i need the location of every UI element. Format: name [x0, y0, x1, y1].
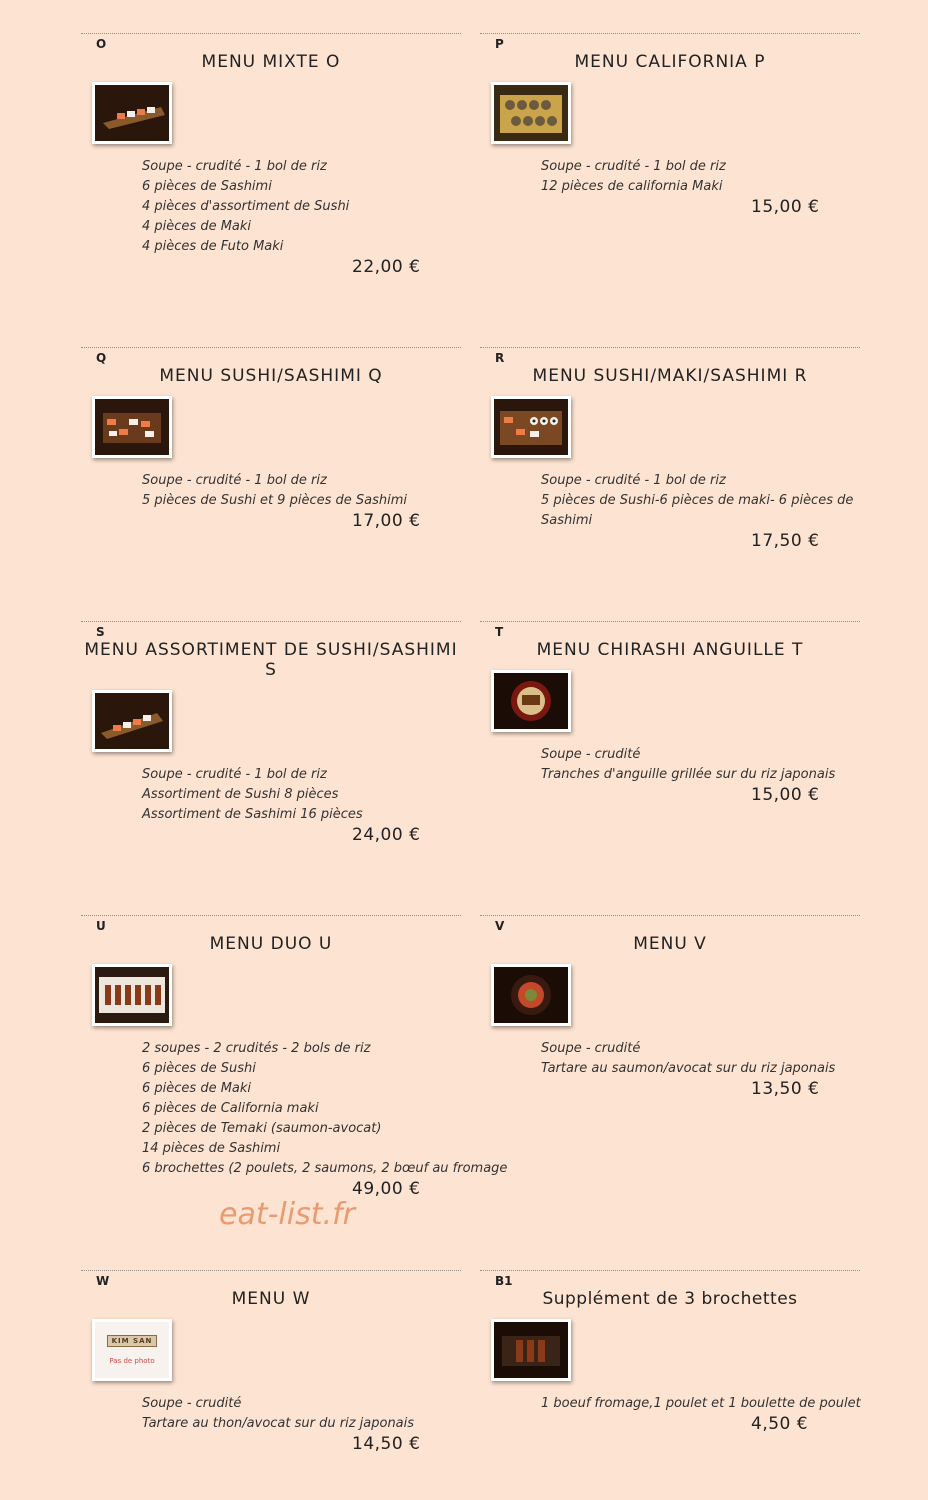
item-code: P — [495, 37, 504, 51]
chirashi-bowl-image — [494, 673, 568, 729]
item-price: 17,50 € — [751, 531, 820, 551]
menu-item-t — [480, 621, 860, 805]
three-brochettes-image — [494, 1322, 568, 1378]
no-photo-placeholder[interactable] — [92, 1319, 172, 1381]
item-title: MENU CHIRASHI ANGUILLE T — [536, 640, 804, 660]
item-code: R — [495, 351, 505, 365]
item-price: 17,00 € — [352, 511, 421, 531]
item-description: Soupe - crudité - 1 bol de riz 5 pièces de Sushi et 9 pièces de Sashimi — [142, 473, 407, 508]
dish-photo[interactable] — [92, 690, 172, 752]
brochettes-image — [95, 967, 169, 1023]
item-title: Supplément de 3 brochettes — [542, 1289, 798, 1309]
item-title: MENU V — [633, 934, 707, 954]
item-code: W — [96, 1274, 110, 1288]
divider — [81, 347, 461, 348]
item-description: Soupe - crudité Tranches d'anguille grillée sur du riz japonais — [541, 747, 836, 782]
item-description: 1 boeuf fromage,1 poulet et 1 boulette de poulet — [541, 1396, 861, 1411]
item-description: Soupe - crudité - 1 bol de riz 12 pièces de california Maki — [541, 159, 726, 194]
dish-photo[interactable] — [92, 396, 172, 458]
item-code: B1 — [495, 1274, 513, 1288]
dish-photo[interactable] — [92, 964, 172, 1026]
dish-photo[interactable] — [491, 396, 571, 458]
menu-item-r — [480, 347, 860, 551]
divider — [81, 33, 461, 34]
item-title: MENU W — [231, 1289, 311, 1309]
item-price: 14,50 € — [352, 1434, 421, 1454]
item-price: 22,00 € — [352, 257, 421, 277]
dish-photo[interactable] — [92, 82, 172, 144]
item-code: Q — [96, 351, 107, 365]
divider — [81, 1270, 461, 1271]
divider — [81, 915, 461, 916]
item-price: 49,00 € — [352, 1179, 421, 1199]
item-title: MENU CALIFORNIA P — [574, 52, 766, 72]
dish-photo[interactable] — [491, 82, 571, 144]
item-description: Soupe - crudité - 1 bol de riz 5 pièces de Sushi-6 pièces de maki- 6 pièces de Sashimi — [541, 473, 854, 528]
item-price: 15,00 € — [751, 785, 820, 805]
item-description: Soupe - crudité - 1 bol de riz Assortiment de Sushi 8 pièces Assortiment de Sashimi 16 pièces — [142, 767, 363, 822]
menu-item-b1 — [480, 1270, 860, 1434]
item-price: 24,00 € — [352, 825, 421, 845]
tartare-bowl-image — [494, 967, 568, 1023]
menu-item-o — [81, 33, 461, 277]
item-description: Soupe - crudité Tartare au thon/avocat sur du riz japonais — [142, 1396, 415, 1431]
item-title: MENU MIXTE O — [201, 52, 341, 72]
sushi-maki-sashimi-image — [494, 399, 568, 455]
sushi-assortment-image — [95, 693, 169, 749]
divider — [480, 1270, 860, 1271]
menu-item-v — [480, 915, 860, 1099]
dish-photo[interactable] — [491, 670, 571, 732]
item-code: S — [96, 625, 105, 639]
sushi-sashimi-image — [95, 399, 169, 455]
menu-item-p — [480, 33, 860, 217]
divider — [480, 347, 860, 348]
item-description: Soupe - crudité Tartare au saumon/avocat sur du riz japonais — [541, 1041, 836, 1076]
item-title: MENU ASSORTIMENT DE SUSHI/SASHIMI S — [84, 640, 458, 680]
menu-item-q — [81, 347, 461, 531]
item-code: T — [495, 625, 504, 639]
watermark: eat-list.fr — [219, 1197, 355, 1232]
dish-photo[interactable] — [491, 964, 571, 1026]
item-code: V — [495, 919, 505, 933]
menu-item-u — [81, 915, 508, 1199]
item-description: Soupe - crudité - 1 bol de riz 6 pièces de Sashimi 4 pièces d'assortiment de Sushi 4 pièces de Maki 4 pièces de Futo Maki — [142, 159, 350, 254]
divider — [480, 915, 860, 916]
no-photo-label: Pas de photo — [109, 1357, 155, 1365]
restaurant-logo: KIM SAN — [107, 1335, 158, 1347]
item-code: O — [96, 37, 107, 51]
menu-item-s — [81, 621, 461, 845]
item-title: MENU SUSHI/MAKI/SASHIMI R — [532, 366, 808, 386]
item-title: MENU DUO U — [209, 934, 333, 954]
item-title: MENU SUSHI/SASHIMI Q — [159, 366, 383, 386]
divider — [480, 621, 860, 622]
item-price: 4,50 € — [751, 1414, 809, 1434]
divider — [81, 621, 461, 622]
california-maki-image — [494, 85, 568, 141]
item-code: U — [96, 919, 106, 933]
sushi-boat-image — [95, 85, 169, 141]
menu-item-w — [81, 1270, 461, 1454]
item-price: 15,00 € — [751, 197, 820, 217]
divider — [480, 33, 860, 34]
dish-photo[interactable] — [491, 1319, 571, 1381]
item-description: 2 soupes - 2 crudités - 2 bols de riz 6 pièces de Sushi 6 pièces de Maki 6 pièces de California maki 2 pièces de Temaki (saumon-avocat) 14 pièces de Sashimi 6 brochettes (2 poulets, 2 saumons, 2 bœuf au fromage — [142, 1041, 508, 1176]
item-price: 13,50 € — [751, 1079, 820, 1099]
